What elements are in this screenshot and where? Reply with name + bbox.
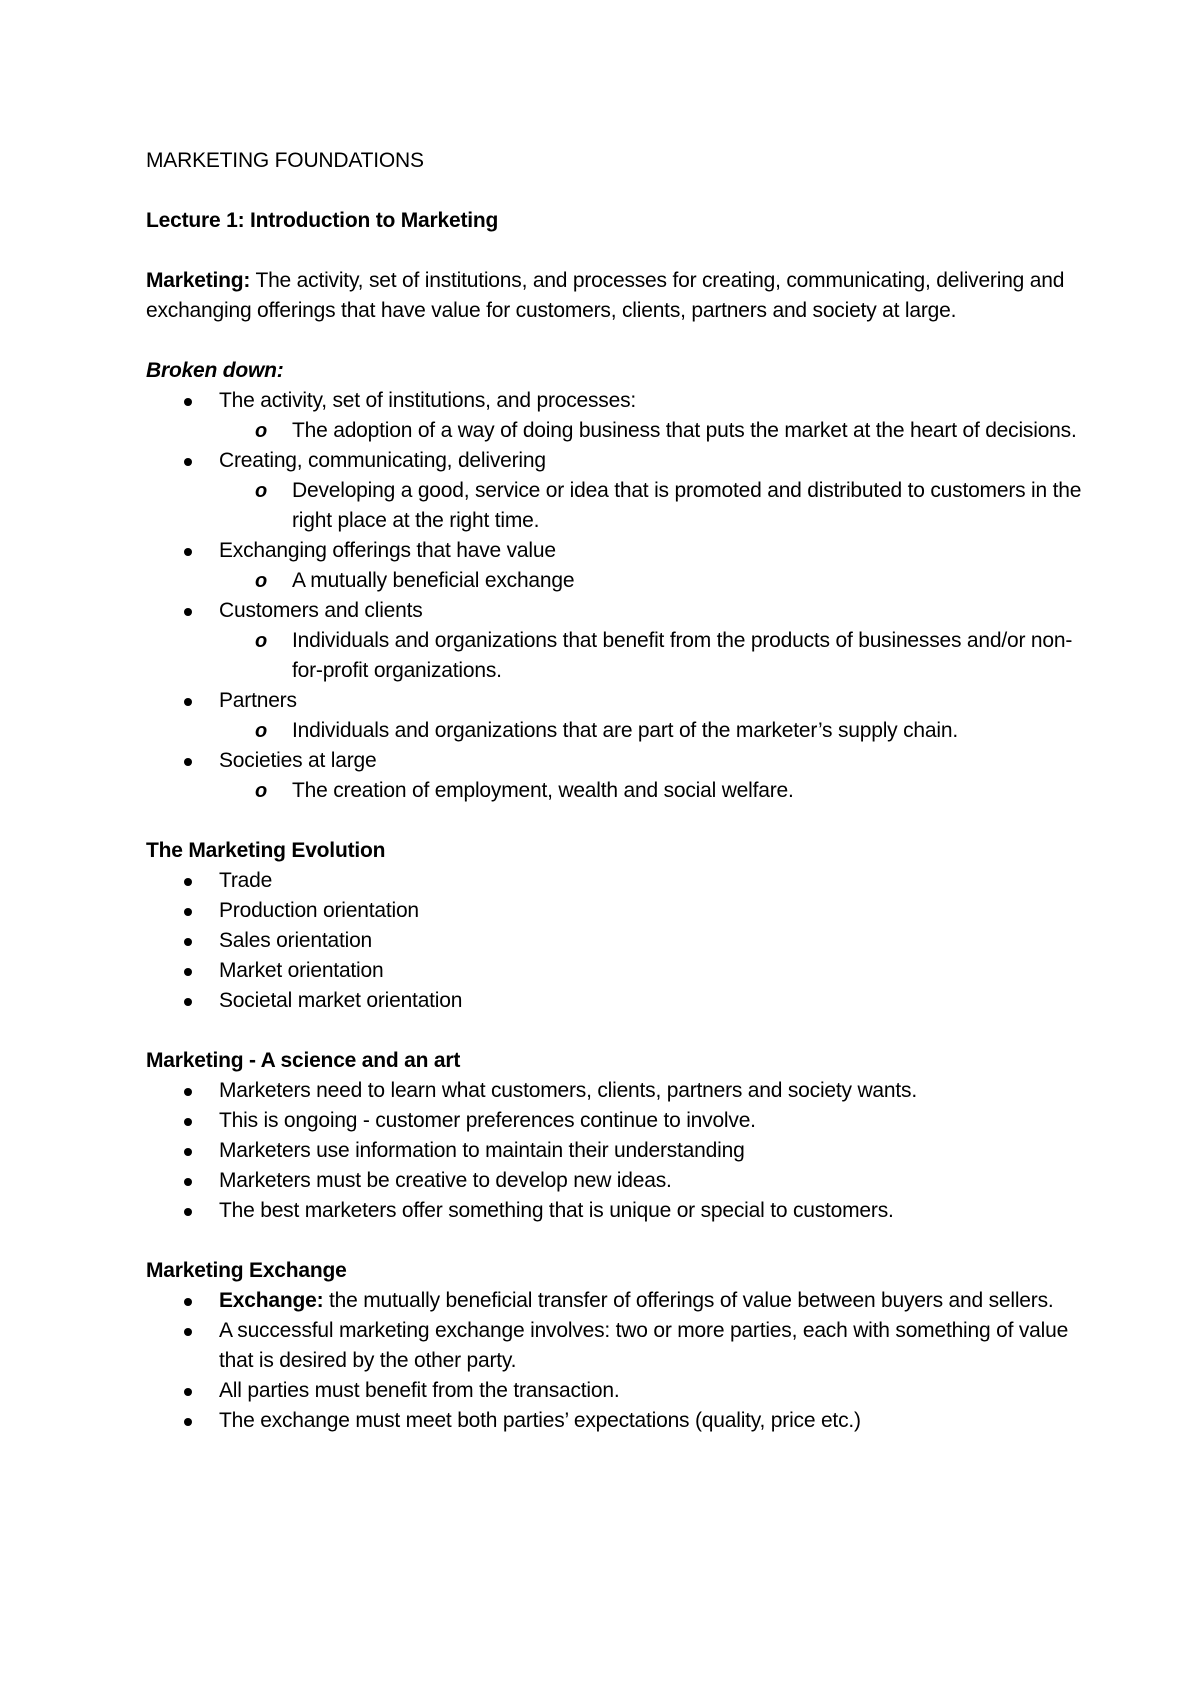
bullet-icon	[184, 1178, 192, 1186]
bullet-icon	[184, 968, 192, 976]
exchange-term: Exchange:	[219, 1289, 324, 1312]
list-item	[146, 386, 1086, 446]
list-item	[146, 1406, 1086, 1436]
definition-term: Marketing:	[146, 269, 251, 292]
list-item	[146, 896, 1086, 926]
exchange-heading: Marketing Exchange	[146, 1259, 347, 1282]
list-item	[146, 866, 1086, 896]
list-item-text: Marketers need to learn what customers, clients, partners and society wants.	[219, 1079, 917, 1102]
bullet-icon	[184, 1208, 192, 1216]
sub-bullet-icon: o	[255, 420, 268, 442]
list-item-label: Partners	[219, 689, 297, 712]
sub-list	[219, 476, 1086, 536]
list-item	[146, 686, 1086, 746]
sub-list	[219, 716, 1086, 746]
list-item	[146, 926, 1086, 956]
bullet-icon	[184, 1148, 192, 1156]
bullet-icon	[184, 1298, 192, 1306]
sub-bullet-icon: o	[255, 720, 268, 742]
bullet-icon	[184, 1418, 192, 1426]
bullet-icon	[184, 908, 192, 916]
sub-bullet-icon: o	[255, 780, 268, 802]
list-item-text: Production orientation	[219, 899, 419, 922]
sub-list-item	[219, 476, 1086, 536]
bullet-icon	[184, 938, 192, 946]
science-art-list	[146, 1076, 1086, 1226]
list-item-text: The best marketers offer something that is unique or special to customers.	[219, 1199, 894, 1222]
list-item-text: The exchange must meet both parties’ expectations (quality, price etc.)	[219, 1409, 861, 1432]
sub-list	[219, 416, 1086, 446]
sub-list	[219, 776, 1086, 806]
doc-title: MARKETING FOUNDATIONS	[146, 149, 424, 172]
list-item	[146, 986, 1086, 1016]
list-item-label: Customers and clients	[219, 599, 423, 622]
sub-list-item-text: Individuals and organizations that are part of the marketer’s supply chain.	[292, 719, 958, 742]
sub-list-item-text: Individuals and organizations that benefit from the products of businesses and/or non-for-profit organizations.	[292, 629, 1073, 682]
list-item-text: Marketers must be creative to develop new ideas.	[219, 1169, 672, 1192]
sub-list-item	[219, 566, 1086, 596]
sub-list-item-text: A mutually beneficial exchange	[292, 569, 575, 592]
list-item	[146, 1076, 1086, 1106]
bullet-icon	[184, 998, 192, 1006]
sub-list-item	[219, 716, 1086, 746]
list-item-text: This is ongoing - customer preferences continue to involve.	[219, 1109, 756, 1132]
list-item-label: The activity, set of institutions, and processes:	[219, 389, 637, 412]
list-item	[146, 1316, 1086, 1376]
document-page	[146, 146, 1086, 1436]
bullet-icon	[184, 698, 192, 706]
list-item-text: Societal market orientation	[219, 989, 463, 1012]
list-item-label: Exchanging offerings that have value	[219, 539, 556, 562]
sub-list-item	[219, 416, 1086, 446]
sub-list-item	[219, 626, 1086, 686]
bullet-icon	[184, 1118, 192, 1126]
sub-list-item-text: The adoption of a way of doing business that puts the market at the heart of decisions.	[292, 419, 1077, 442]
bullet-icon	[184, 1088, 192, 1096]
evolution-heading: The Marketing Evolution	[146, 839, 386, 862]
bullet-icon	[184, 1388, 192, 1396]
list-item	[146, 1106, 1086, 1136]
list-item-text: Trade	[219, 869, 273, 892]
sub-list	[219, 566, 1086, 596]
list-item	[146, 1166, 1086, 1196]
lecture-title: Lecture 1: Introduction to Marketing	[146, 209, 499, 232]
list-item-text: All parties must benefit from the transaction.	[219, 1379, 620, 1402]
list-item	[146, 446, 1086, 536]
marketing-definition	[146, 266, 1086, 326]
bullet-icon	[184, 458, 192, 466]
evolution-list	[146, 866, 1086, 1016]
list-item-text: Marketers use information to maintain their understanding	[219, 1139, 745, 1162]
list-item	[146, 1136, 1086, 1166]
list-item-label: Creating, communicating, delivering	[219, 449, 546, 472]
bullet-icon	[184, 1328, 192, 1336]
sub-list-item-text: The creation of employment, wealth and social welfare.	[292, 779, 794, 802]
list-item-text: Sales orientation	[219, 929, 373, 952]
list-item	[146, 1286, 1086, 1316]
list-item-text: A successful marketing exchange involves: two or more parties, each with something of value that is desired by the other party.	[219, 1319, 1069, 1372]
bullet-icon	[184, 878, 192, 886]
list-item-label: Societies at large	[219, 749, 377, 772]
list-item	[146, 536, 1086, 596]
list-item	[146, 596, 1086, 686]
list-item	[146, 956, 1086, 986]
sub-bullet-icon: o	[255, 570, 268, 592]
sub-bullet-icon: o	[255, 630, 268, 652]
definition-text: The activity, set of institutions, and processes for creating, communicating, delivering and exchanging offerings that have value for customers, clients, partners and society at large.	[146, 269, 1065, 322]
list-item	[146, 1376, 1086, 1406]
broken-down-heading: Broken down:	[146, 359, 284, 382]
bullet-icon	[184, 548, 192, 556]
list-item	[146, 746, 1086, 806]
exchange-definition: the mutually beneficial transfer of offerings of value between buyers and sellers.	[323, 1289, 1054, 1312]
list-item	[146, 1196, 1086, 1226]
bullet-icon	[184, 608, 192, 616]
list-item-text: Market orientation	[219, 959, 384, 982]
bullet-icon	[184, 398, 192, 406]
bullet-icon	[184, 758, 192, 766]
science-art-heading: Marketing - A science and an art	[146, 1049, 461, 1072]
sub-list-item	[219, 776, 1086, 806]
sub-list	[219, 626, 1086, 686]
broken-down-list	[146, 386, 1086, 806]
sub-list-item-text: Developing a good, service or idea that is promoted and distributed to customers in the right place at the right time.	[292, 479, 1082, 532]
sub-bullet-icon: o	[255, 480, 268, 502]
exchange-list	[146, 1286, 1086, 1436]
